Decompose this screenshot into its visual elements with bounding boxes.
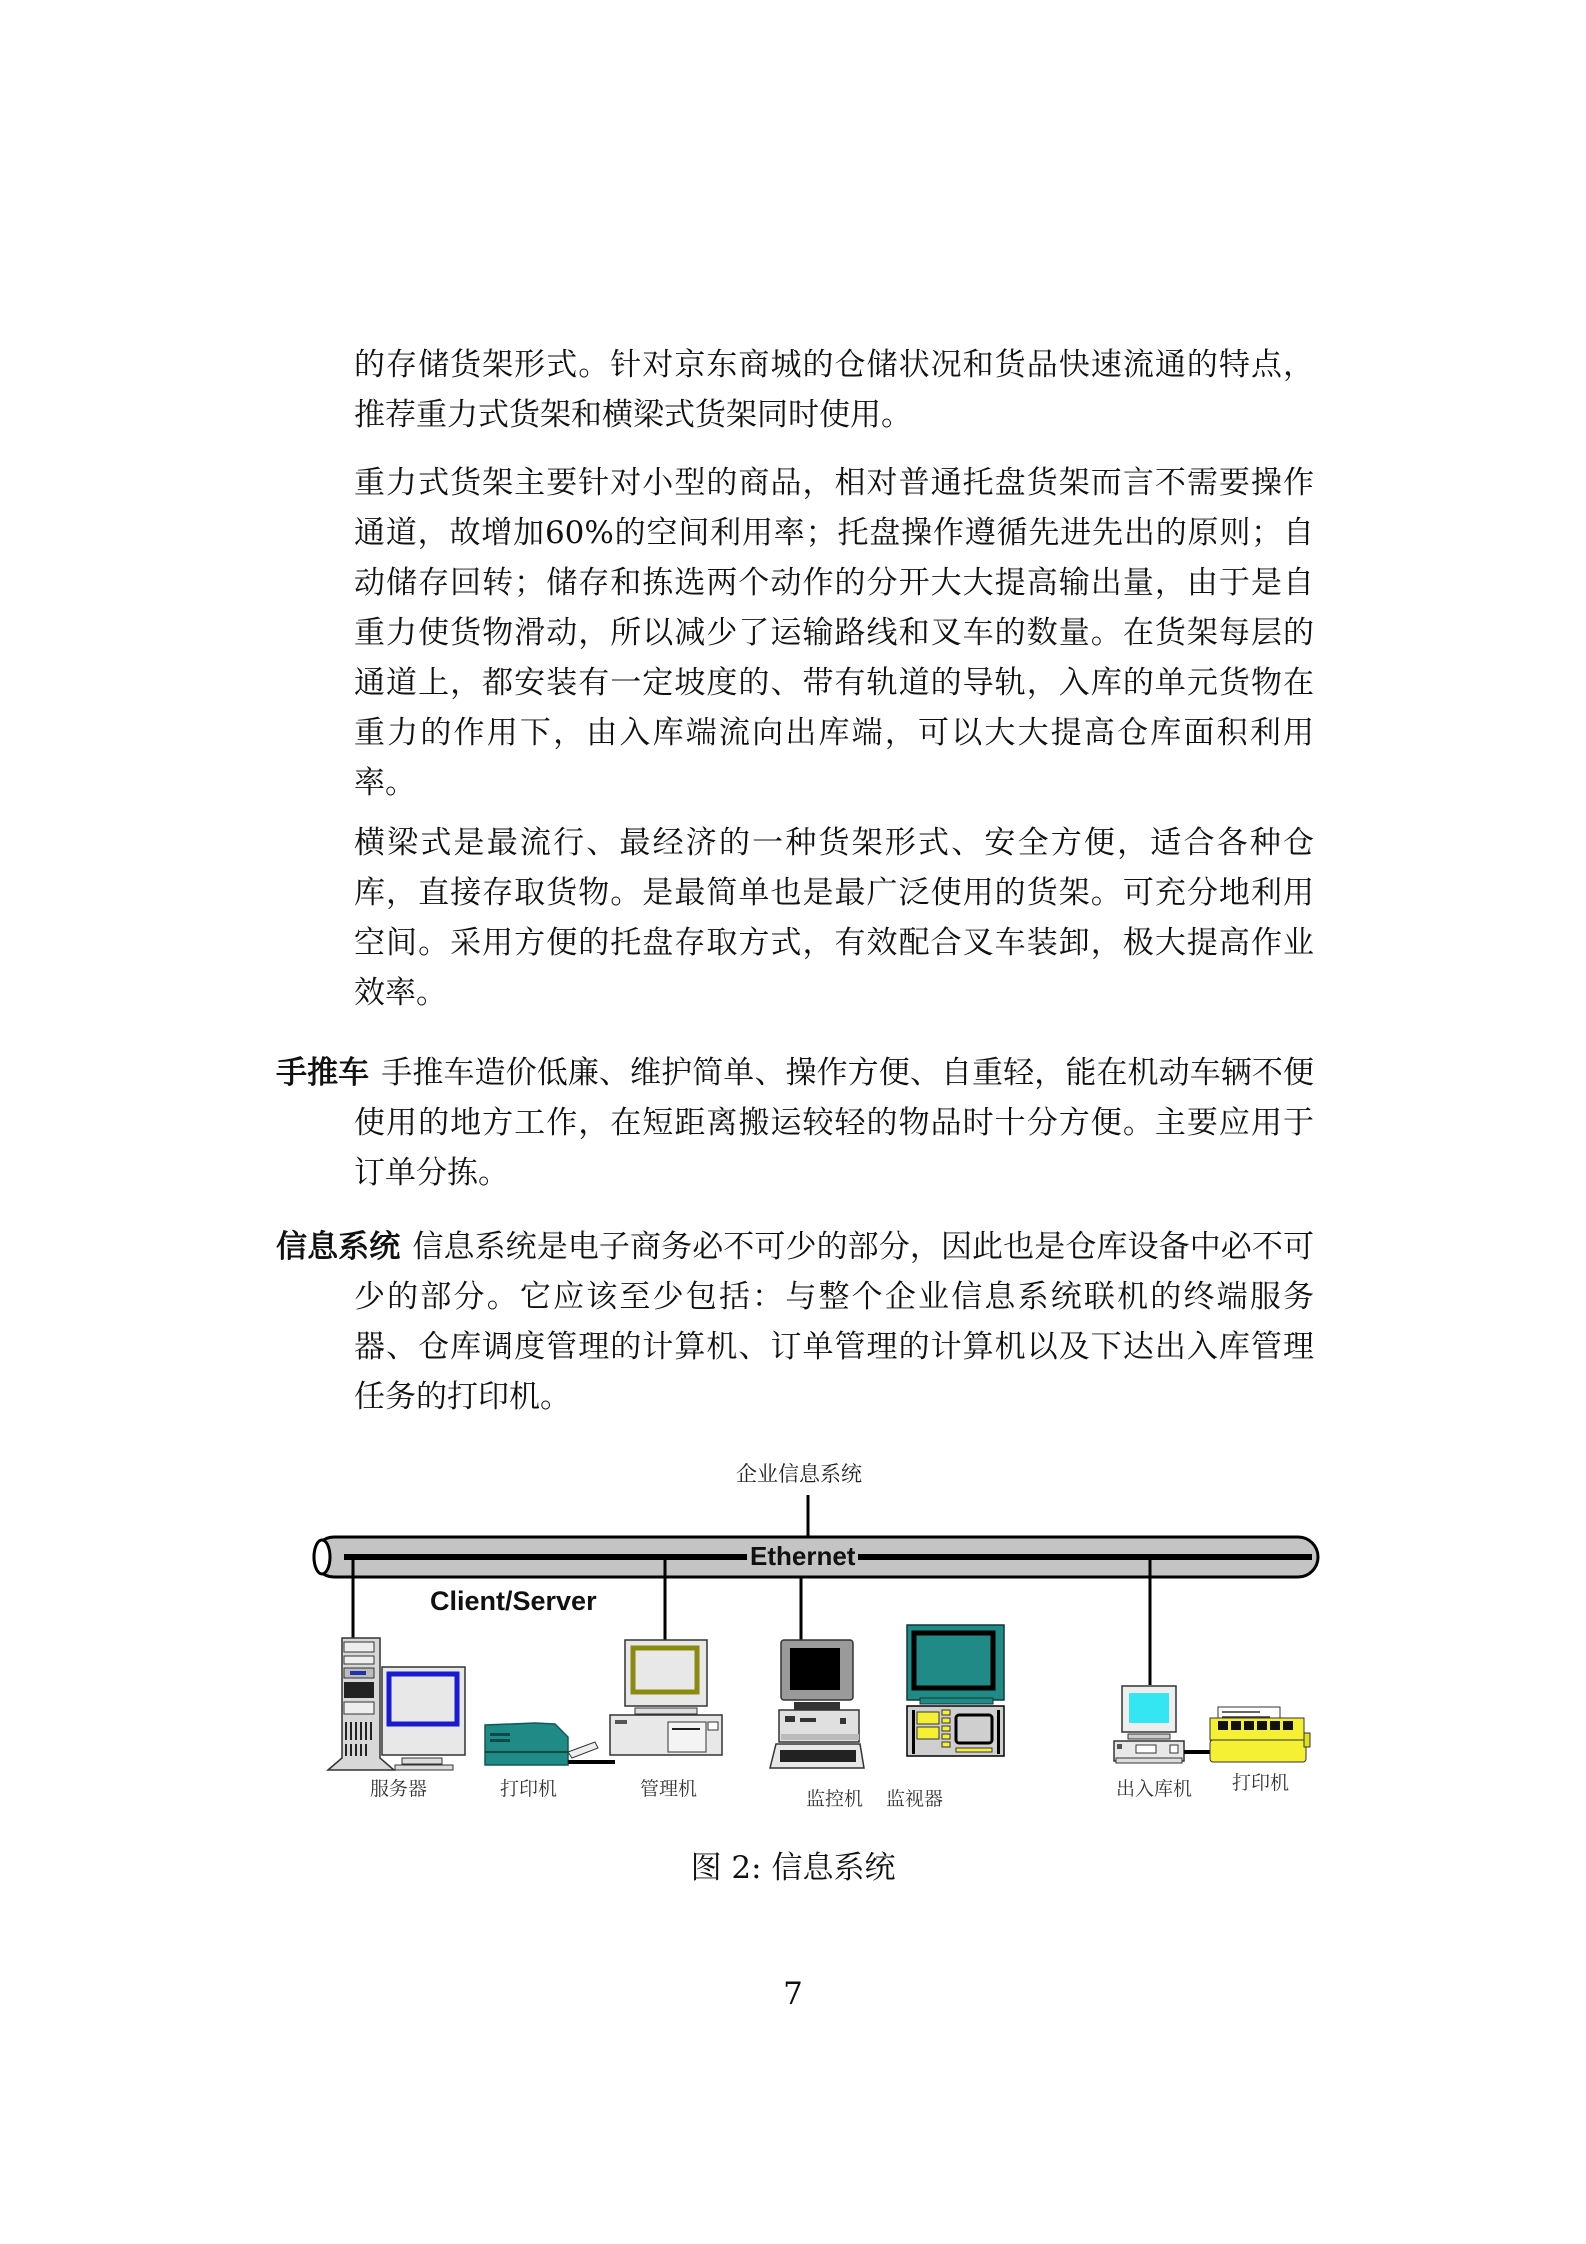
list-item-handcart (276, 1048, 1314, 1198)
figure-info-system-diagram (300, 1440, 1320, 1820)
page-number: 7 (783, 1976, 803, 2012)
device-label-printer-1: 打印机 (500, 1778, 558, 1800)
device-label-management-pc: 管理机 (640, 1778, 698, 1800)
device-label-monitor-control-pc: 监控机 (806, 1788, 864, 1810)
device-label-surveillance-monitor: 监视器 (886, 1788, 944, 1810)
paragraph-beam-shelf: 横梁式是最流行、最经济的一种货架形式、安全方便，适合各种仓库，直接存取货物。是最简单也是最广泛使用的货架。可充分地利用空间。采用方便的托盘存取方式，有效配合叉车装卸，极大提高作业效率。 (354, 825, 1314, 1011)
term-handcart: 手推车 (276, 1055, 370, 1091)
term-info-system: 信息系统 (276, 1229, 401, 1265)
client-server-label: Client/Server (430, 1586, 597, 1616)
device-label-io-pc: 出入库机 (1116, 1778, 1193, 1800)
figure-caption: 图 2: 信息系统 (690, 1850, 896, 1886)
workstation-icon (770, 1640, 864, 1768)
device-label-printer-2: 打印机 (1232, 1772, 1290, 1794)
ethernet-label: Ethernet (747, 1541, 858, 1572)
enterprise-system-label: 企业信息系统 (736, 1462, 862, 1486)
paragraph-storage-shelf-intro: 的存储货架形式。针对京东商城的仓储状况和货品快速流通的特点，推荐重力式货架和横梁式货架同时使用。 (354, 347, 1314, 433)
network-diagram (300, 1440, 1320, 1820)
description-info-system: 信息系统是电子商务必不可少的部分，因此也是仓库设备中必不可少的部分。它应该至少包括：与整个企业信息系统联机的终端服务器、仓库调度管理的计算机、订单管理的计算机以及下达出入库管理任务的打印机。 (354, 1229, 1314, 1415)
paragraph-gravity-shelf: 重力式货架主要针对小型的商品，相对普通托盘货架而言不需要操作通道，故增加60%的空间利用率；托盘操作遵循先进先出的原则；自动储存回转；储存和拣选两个动作的分开大大提高输出量，由于是自重力使货物滑动，所以减少了运输路线和叉车的数量。在货架每层的通道上，都安装有一定坡度的、带有轨道的导轨，入库的单元货物在重力的作用下，由入库端流向出库端，可以大大提高仓库面积利用率。 (354, 465, 1314, 801)
list-item-body (276, 1048, 1314, 1198)
device-label-server: 服务器 (370, 1778, 428, 1800)
list-item-body (276, 1222, 1314, 1422)
dot-matrix-printer-icon (1210, 1707, 1310, 1762)
desktop-computer-icon (1114, 1686, 1212, 1763)
list-item-info-system (276, 1222, 1314, 1422)
laser-printer-icon (485, 1723, 615, 1765)
desktop-computer-icon (610, 1640, 722, 1755)
server-icon (328, 1638, 465, 1770)
description-handcart: 手推车造价低廉、维护简单、操作方便、自重轻，能在机动车辆不便使用的地方工作，在短距离搬运较轻的物品时十分方便。主要应用于订单分拣。 (354, 1055, 1314, 1191)
monitor-console-icon (907, 1625, 1004, 1756)
